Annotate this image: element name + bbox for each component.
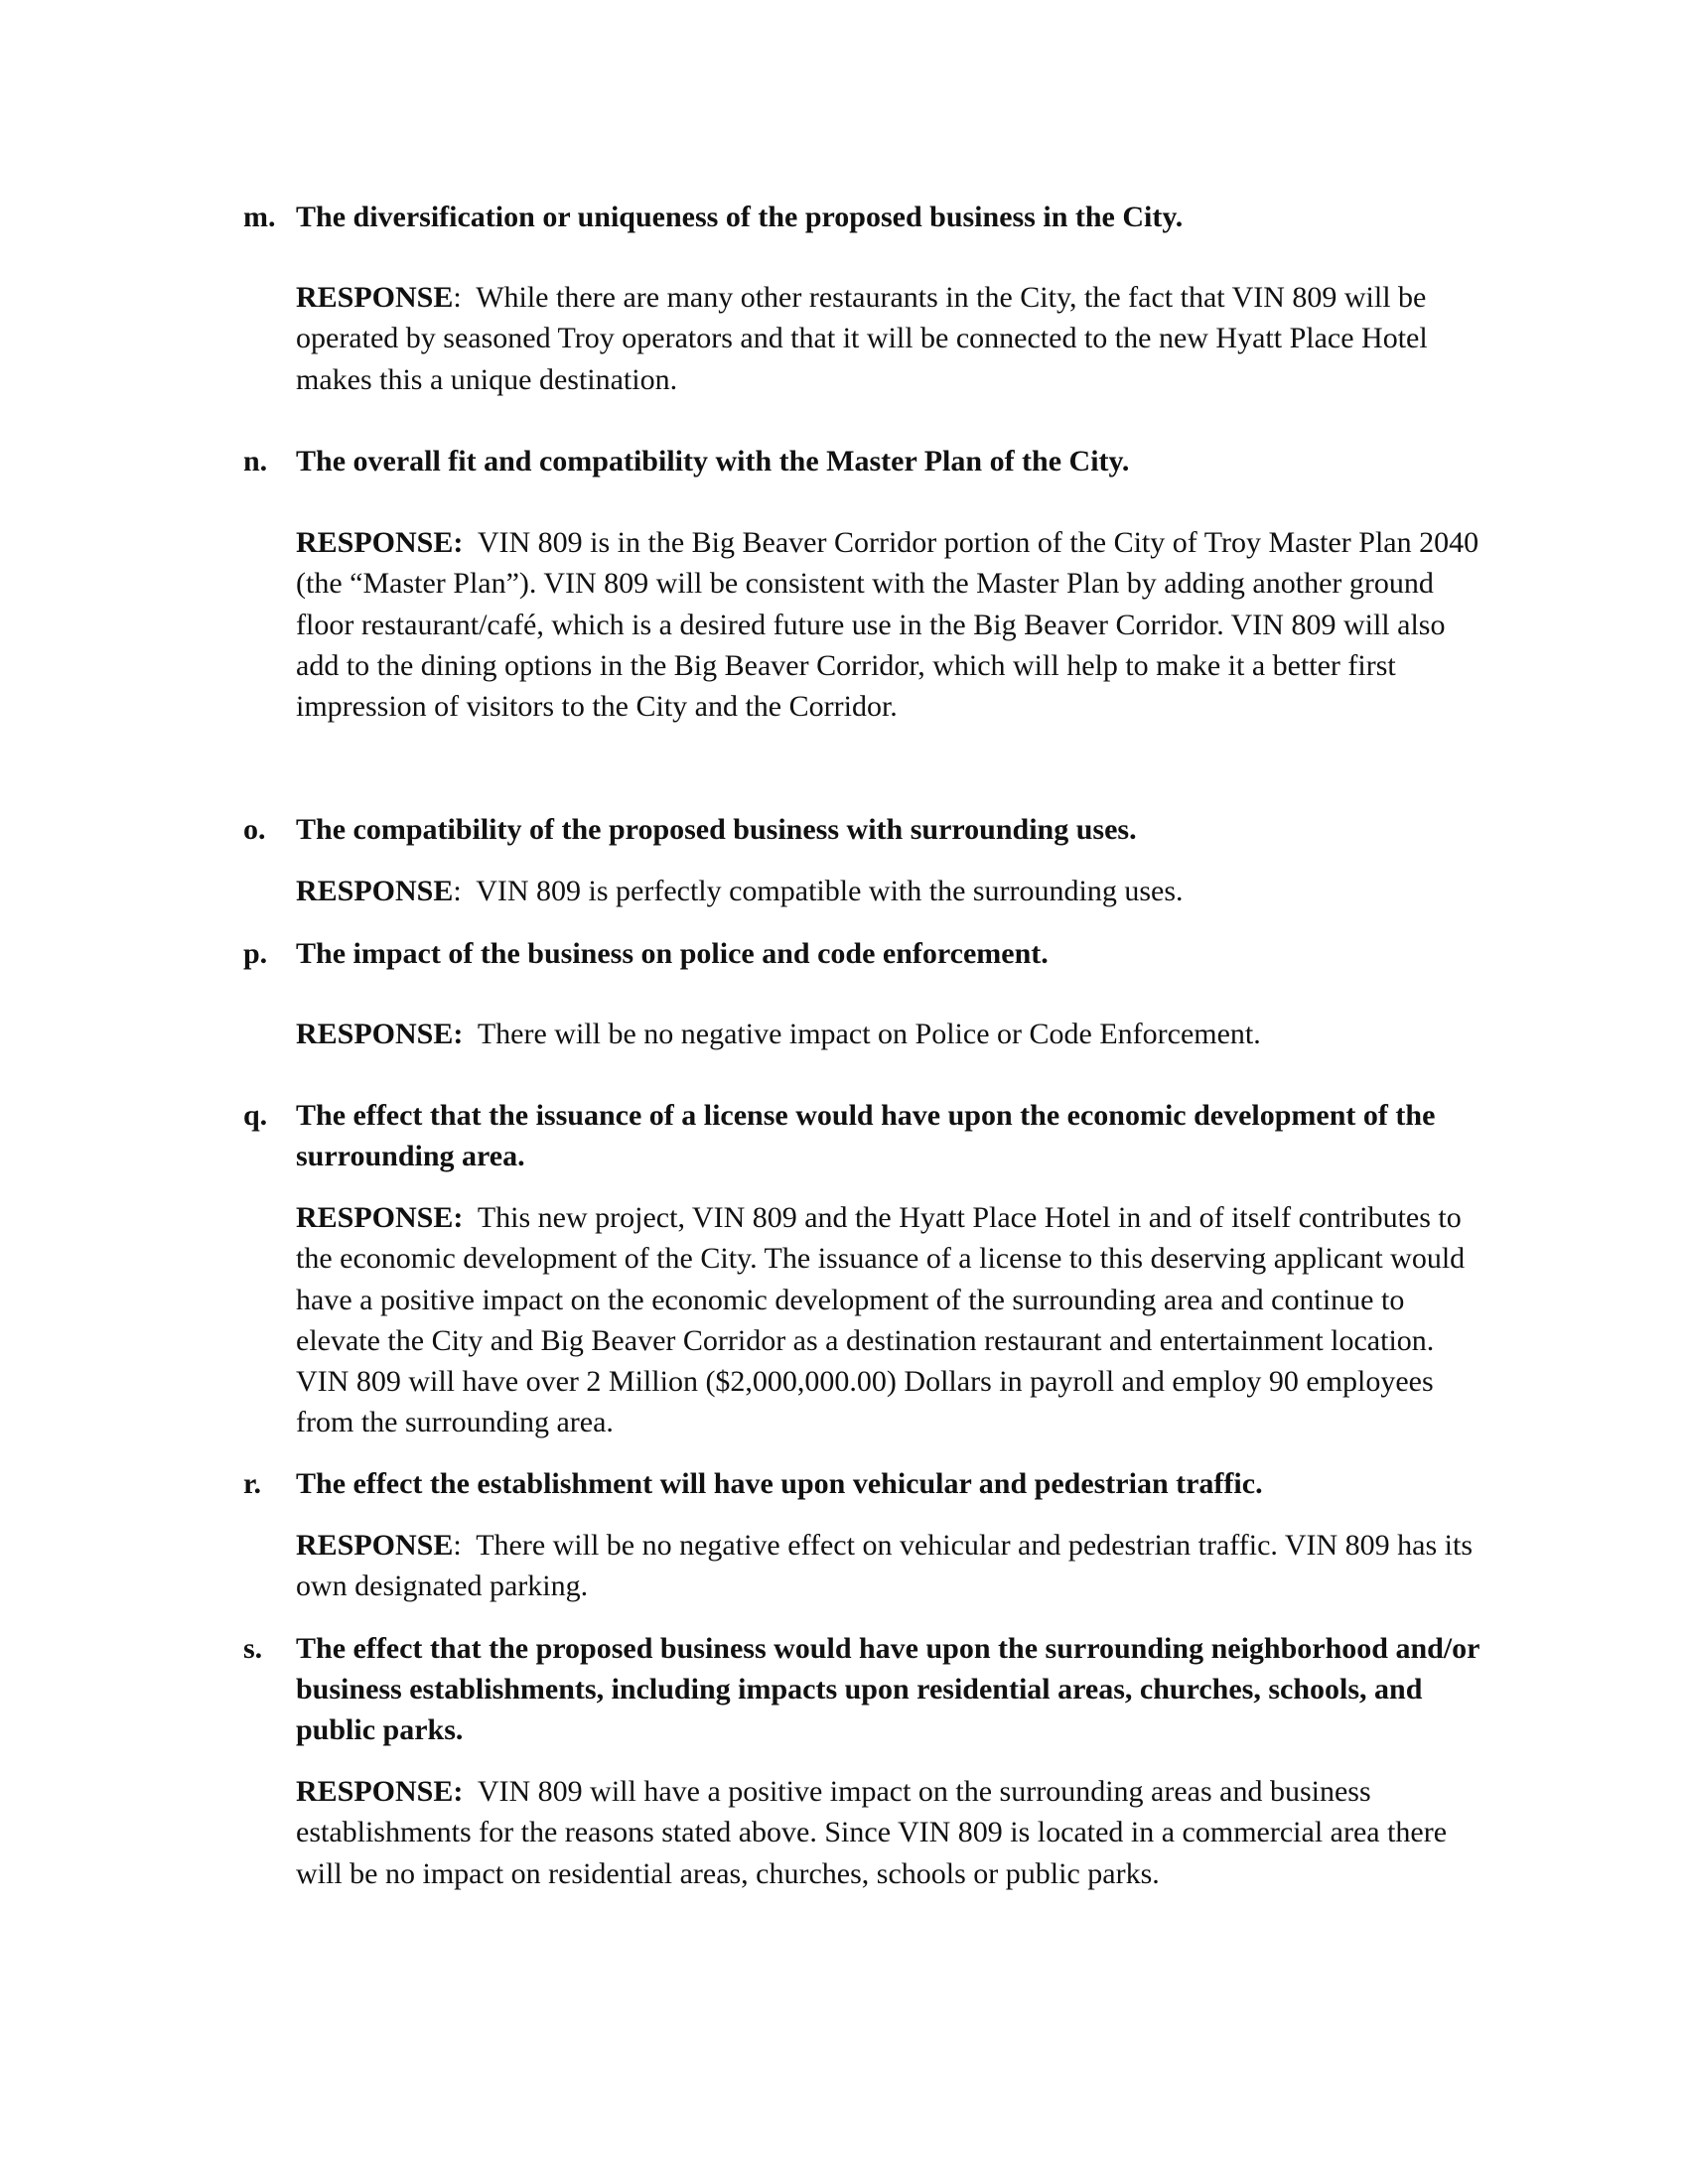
response-label: RESPONSE:: [296, 1018, 464, 1050]
response-text: There will be no negative impact on Police or Code Enforcement.: [477, 1018, 1261, 1050]
item-response: [296, 871, 1487, 911]
item-letter: q.: [243, 1099, 268, 1132]
item-heading: The diversification or uniqueness of the proposed business in the City.: [296, 201, 1184, 233]
item-heading: The impact of the business on police and code enforcement.: [296, 937, 1049, 970]
item-response: [296, 522, 1487, 727]
item-letter: s.: [243, 1632, 263, 1665]
item-response: [296, 1525, 1487, 1607]
item-response: [296, 1771, 1487, 1894]
item-letter: n.: [243, 445, 268, 478]
item-response: [296, 1014, 1487, 1054]
item-letter: p.: [243, 937, 268, 970]
response-label: RESPONSE:: [296, 526, 464, 559]
item-heading: The overall fit and compatibility with the Master Plan of the City.: [296, 445, 1130, 478]
response-label: RESPONSE: [296, 1529, 454, 1562]
response-label: RESPONSE:: [296, 1775, 464, 1808]
item-letter: r.: [243, 1467, 262, 1500]
item-heading: The effect that the proposed business would have upon the surrounding neighborhood and/or business establishments, including impacts upon residential areas, churches, schools, and public parks.: [296, 1632, 1479, 1746]
item-letter: m.: [243, 201, 276, 233]
response-separator: [463, 1775, 477, 1808]
response-text: This new project, VIN 809 and the Hyatt Place Hotel in and of itself contributes to the economic development of the City. The issuance of a license to this deserving applicant would have a positive impact on the economic development of the surrounding area and continue to elevate the City and Big Beaver Corridor as a destination restaurant and entertainment location. VIN 809 will have over 2 Million ($2,000,000.00) Dollars in payroll and employ 90 employees from the surrounding area.: [296, 1201, 1466, 1439]
item-letter: o.: [243, 813, 266, 846]
item-response: [296, 1197, 1487, 1443]
response-separator: :: [453, 875, 477, 907]
response-separator: [463, 526, 477, 559]
response-text: VIN 809 will have a positive impact on the surrounding areas and business establishments for the reasons stated above. Since VIN 809 is located in a commercial area there will be no impact on residential areas, churches, schools or public parks.: [296, 1775, 1448, 1890]
item-heading: The effect the establishment will have upon vehicular and pedestrian traffic.: [296, 1467, 1263, 1500]
response-separator: [463, 1018, 477, 1050]
response-label: RESPONSE: [296, 875, 454, 907]
response-text: VIN 809 is in the Big Beaver Corridor portion of the City of Troy Master Plan 2040 (the “Master Plan”). VIN 809 will be consistent with the Master Plan by adding another ground floor restaurant/café, which is a desired future use in the Big Beaver Corridor. VIN 809 will also add to the dining options in the Big Beaver Corridor, which will help to make it a better first impression of visitors to the City and the Corridor.: [296, 526, 1479, 724]
response-text: While there are many other restaurants in the City, the fact that VIN 809 will be operated by seasoned Troy operators and that it will be connected to the new Hyatt Place Hotel makes this a unique destination.: [296, 281, 1428, 396]
response-separator: :: [453, 1529, 477, 1562]
response-label: RESPONSE: [296, 281, 454, 314]
response-text: VIN 809 is perfectly compatible with the surrounding uses.: [476, 875, 1184, 907]
response-separator: :: [453, 281, 477, 314]
item-heading: The effect that the issuance of a license would have upon the economic development of the surrounding area.: [296, 1099, 1436, 1172]
response-separator: [463, 1201, 477, 1234]
response-label: RESPONSE:: [296, 1201, 464, 1234]
item-response: [296, 277, 1487, 400]
response-text: There will be no negative effect on vehicular and pedestrian traffic. VIN 809 has its own designated parking.: [296, 1529, 1474, 1603]
item-heading: The compatibility of the proposed business with surrounding uses.: [296, 813, 1137, 846]
